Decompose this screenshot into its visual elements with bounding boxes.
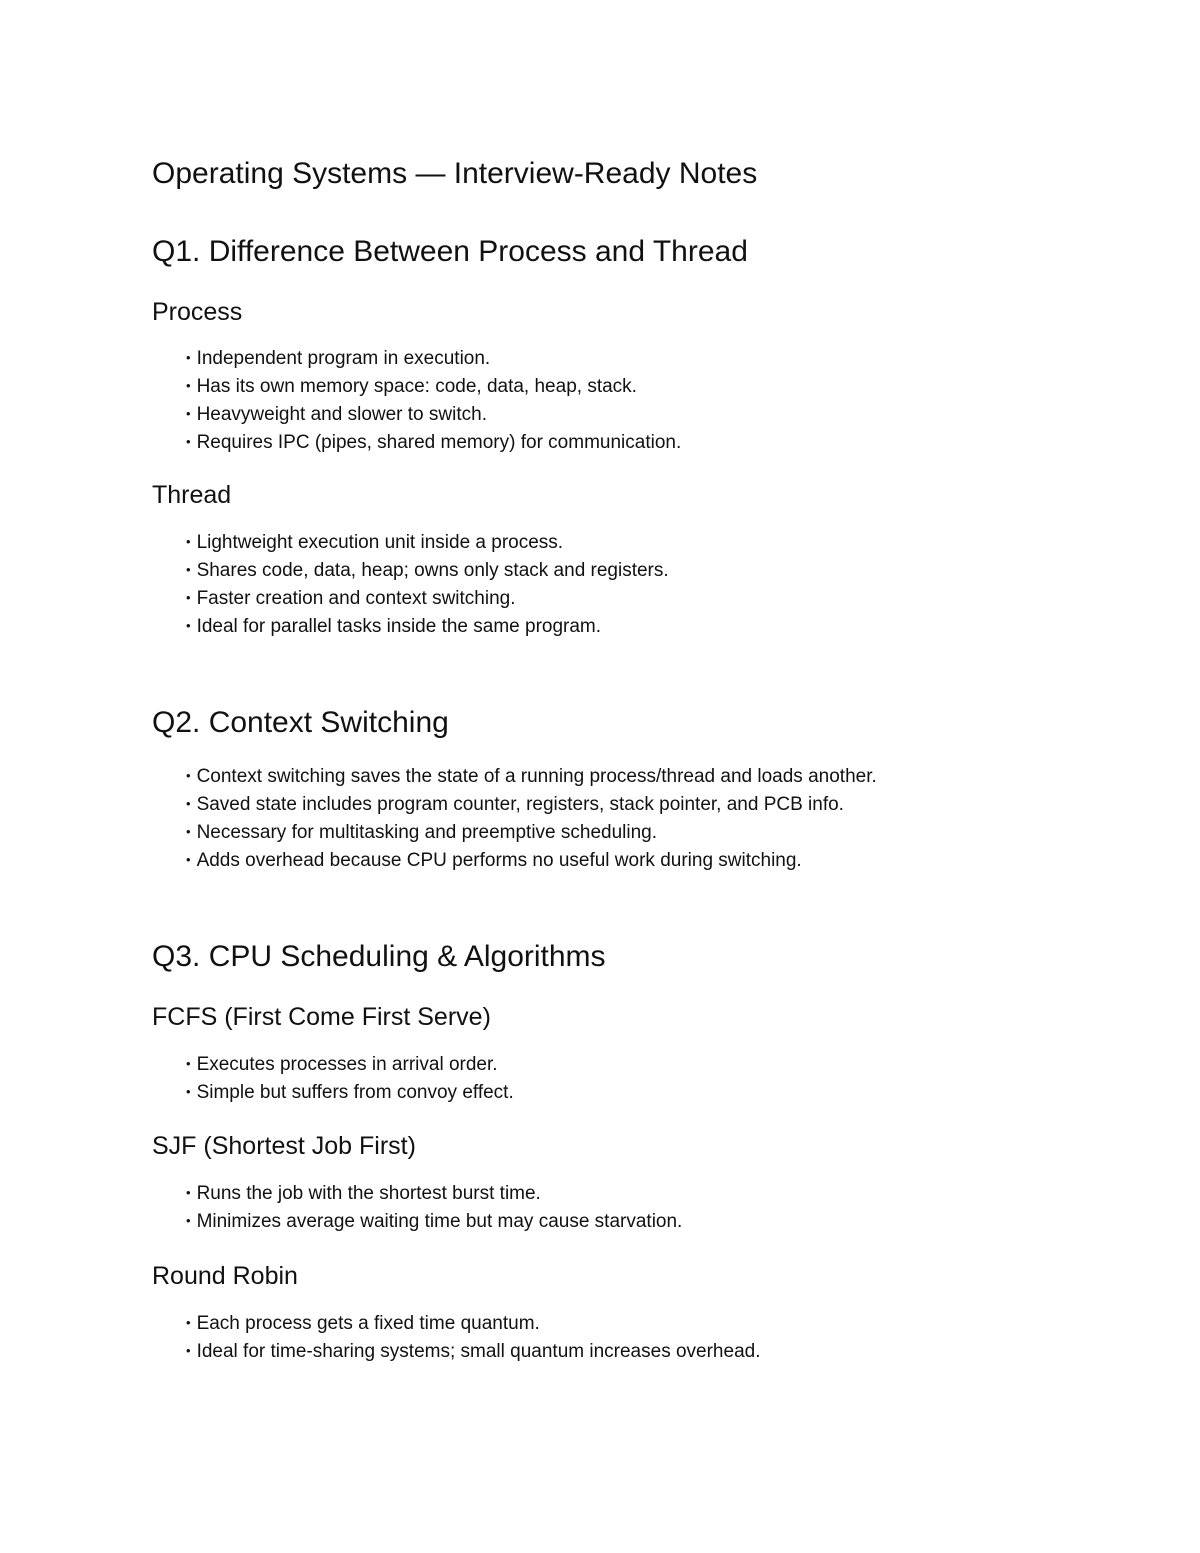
- list-item: • Runs the job with the shortest burst time.: [186, 1180, 682, 1208]
- list-item: • Each process gets a fixed time quantum.: [186, 1310, 760, 1338]
- context-switching-bullet-list: [186, 763, 877, 875]
- list-item: • Necessary for multitasking and preemptive scheduling.: [186, 819, 877, 847]
- list-item: • Shares code, data, heap; owns only stack and registers.: [186, 557, 669, 585]
- list-item: • Requires IPC (pipes, shared memory) for communication.: [186, 429, 681, 457]
- process-bullet-list: [186, 345, 681, 457]
- list-item: • Faster creation and context switching.: [186, 585, 669, 613]
- list-item: • Lightweight execution unit inside a process.: [186, 529, 669, 557]
- list-item: • Has its own memory space: code, data, heap, stack.: [186, 373, 681, 401]
- subsection-heading-round-robin: Round Robin: [152, 1262, 298, 1290]
- subsection-heading-process: Process: [152, 298, 243, 326]
- subsection-heading-sjf: SJF (Shortest Job First): [152, 1132, 416, 1160]
- section-heading-q2: Q2. Context Switching: [152, 706, 449, 739]
- list-item: • Heavyweight and slower to switch.: [186, 401, 681, 429]
- list-item: • Saved state includes program counter, registers, stack pointer, and PCB info.: [186, 791, 877, 819]
- list-item: • Independent program in execution.: [186, 345, 681, 373]
- section-heading-q1: Q1. Difference Between Process and Thread: [152, 235, 748, 268]
- list-item: • Executes processes in arrival order.: [186, 1051, 514, 1079]
- list-item: • Adds overhead because CPU performs no useful work during switching.: [186, 847, 877, 875]
- document-title: Operating Systems — Interview-Ready Notes: [152, 157, 758, 190]
- sjf-bullet-list: [186, 1180, 682, 1236]
- list-item: • Minimizes average waiting time but may cause starvation.: [186, 1208, 682, 1236]
- subsection-heading-fcfs: FCFS (First Come First Serve): [152, 1003, 491, 1031]
- section-heading-q3: Q3. CPU Scheduling & Algorithms: [152, 940, 606, 973]
- list-item: • Context switching saves the state of a running process/thread and loads another.: [186, 763, 877, 791]
- list-item: • Simple but suffers from convoy effect.: [186, 1079, 514, 1107]
- fcfs-bullet-list: [186, 1051, 514, 1107]
- subsection-heading-thread: Thread: [152, 481, 232, 509]
- list-item: • Ideal for parallel tasks inside the same program.: [186, 613, 669, 641]
- thread-bullet-list: [186, 529, 669, 641]
- list-item: • Ideal for time-sharing systems; small quantum increases overhead.: [186, 1338, 760, 1366]
- round-robin-bullet-list: [186, 1310, 760, 1366]
